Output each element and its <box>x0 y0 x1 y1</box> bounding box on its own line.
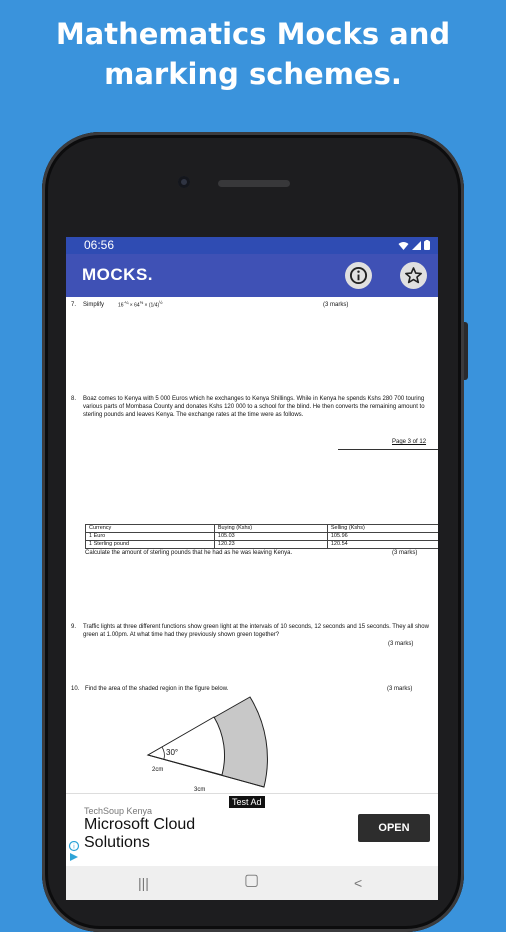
q10-text: Find the area of the shaded region in the figure below. <box>85 686 229 692</box>
star-icon <box>404 266 423 285</box>
table-cell: 120.23 <box>214 541 327 549</box>
promo-line-2: marking schemes. <box>104 57 402 91</box>
page-reference: Page 3 of 12 <box>392 439 427 445</box>
q9-marks: (3 marks) <box>388 641 414 647</box>
table-cell: 120.54 <box>327 541 438 549</box>
q9-text: Traffic lights at three different functions show green light at the intervals of 10 seconds, 12 seconds and 15 seconds. They all show green at 1.00pm. At what time had they previously shown green together? <box>83 624 429 638</box>
q10-number: 10. <box>71 686 80 692</box>
table-cell: 105.03 <box>214 533 327 541</box>
ad-open-button[interactable]: OPEN <box>358 814 430 842</box>
table-cell: 1 Euro <box>86 533 215 541</box>
promo-line-1: Mathematics Mocks and <box>55 17 451 51</box>
phone-screen <box>66 237 438 900</box>
q9-number: 9. <box>71 624 77 630</box>
info-button[interactable] <box>345 262 372 289</box>
info-icon <box>349 266 368 285</box>
wifi-icon <box>398 241 409 250</box>
shaded-sector-figure <box>66 297 438 793</box>
q8-calculation: Calculate the amount of sterling pounds that he had as he was leaving Kenya. <box>85 550 293 556</box>
table-cell: 105.96 <box>327 533 438 541</box>
signal-icon <box>412 241 421 250</box>
q8-marks: (3 marks) <box>392 550 418 556</box>
table-header-cell: Selling (Kshs) <box>327 525 438 533</box>
back-button[interactable]: < <box>354 875 363 891</box>
adchoices-icon[interactable] <box>68 841 80 863</box>
favorite-button[interactable] <box>400 262 427 289</box>
promo-headline <box>0 14 506 94</box>
app-bar <box>66 254 438 297</box>
q8-number: 8. <box>71 396 77 402</box>
q7-number: 7. <box>71 302 77 308</box>
figure-label-3cm: 3cm <box>194 787 206 793</box>
svg-text:i: i <box>73 843 75 851</box>
q8-text: Boaz comes to Kenya with 5 000 Euros which he exchanges to Kenya Shillings. While in Kenya he spends Kshs 280 700 touring various parts of Mombasa County and donates Kshs 120 000 to a school for the blind. He then converts the remaining amount to sterling pounds and leaves Kenya. The exchange rates at the time were as follows. <box>83 396 425 418</box>
recents-button[interactable]: ||| <box>138 875 149 891</box>
figure-angle-label: 30° <box>166 748 179 757</box>
q7-expression: $16^{-\frac{1}{4}} \times 64^{\frac{1}{3}} \times (1/4)^{\frac{1}{2}}$ <box>118 300 163 309</box>
q7-text: Simplify <box>83 302 105 308</box>
q7-marks: (3 marks) <box>323 302 349 308</box>
phone-side-button <box>464 322 468 380</box>
figure-label-2cm: 2cm <box>152 767 164 773</box>
status-bar <box>66 237 438 254</box>
table-header-cell: Currency <box>86 525 215 533</box>
ad-headline-line-2: Solutions <box>84 834 150 851</box>
table-cell: 1 Sterling pound <box>86 541 215 549</box>
battery-icon <box>424 240 430 250</box>
status-icons <box>398 240 430 250</box>
ad-banner[interactable] <box>66 793 438 867</box>
app-title: MOCKS. <box>82 265 153 284</box>
earpiece-speaker <box>218 180 290 187</box>
system-nav-bar <box>66 866 438 900</box>
status-time: 06:56 <box>84 238 115 252</box>
home-button[interactable]: ▢ <box>244 872 260 889</box>
q10-marks: (3 marks) <box>387 686 413 692</box>
table-header-cell: Buying (Kshs) <box>214 525 327 533</box>
document-page[interactable] <box>66 297 438 793</box>
front-camera <box>178 176 190 188</box>
test-ad-badge: Test Ad <box>229 796 265 808</box>
ad-headline-line-1: Microsoft Cloud <box>84 816 196 833</box>
ad-advertiser: TechSoup Kenya <box>84 806 153 816</box>
